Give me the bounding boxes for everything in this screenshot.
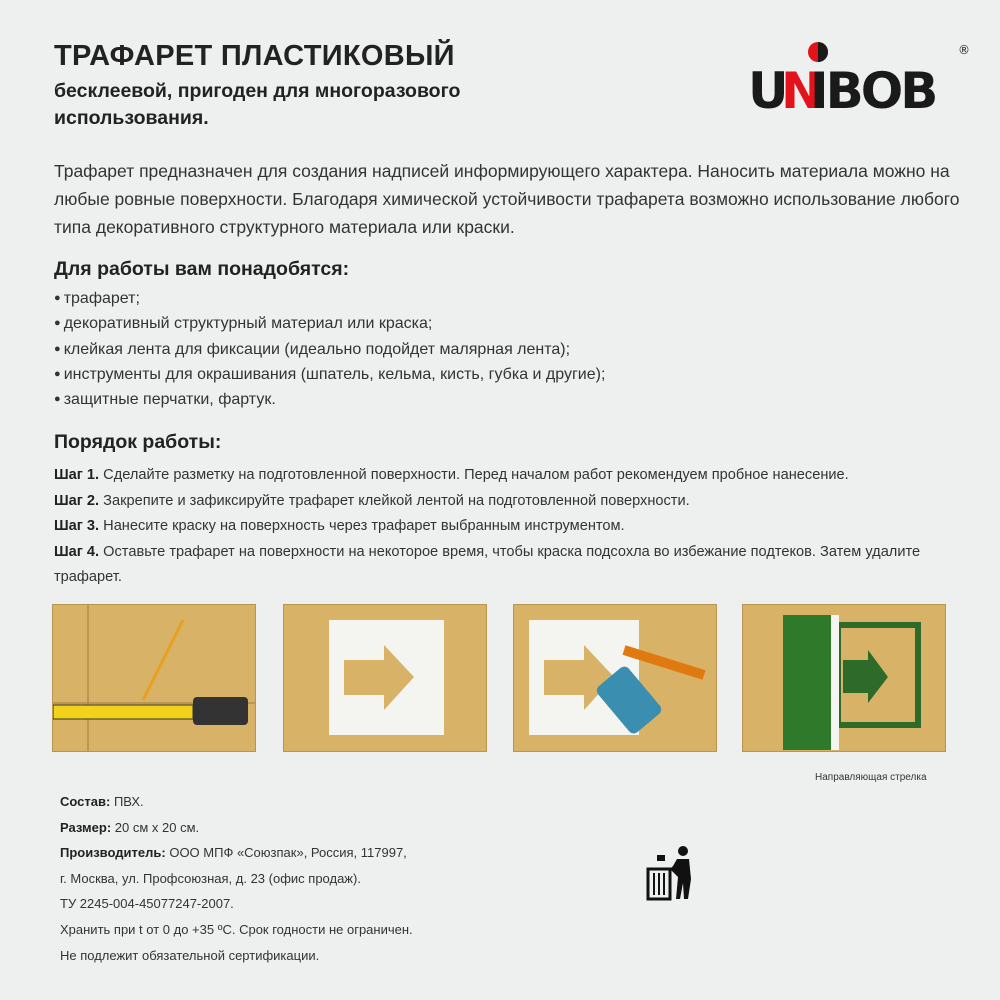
step-label: Шаг 2. <box>54 492 100 509</box>
step-label: Шаг 4. <box>54 543 100 560</box>
page-subtitle: бесклеевой, пригоден для многоразового использования. <box>54 80 461 129</box>
composition-line <box>60 789 413 815</box>
svg-text:N: N <box>781 62 820 115</box>
step-text: Сделайте разметку на подготовленной поверхности. Перед началом работ рекомендуем пробное нанесение. <box>103 467 849 483</box>
address-line: г. Москва, ул. Профсоюзная, д. 23 (офис продаж). <box>60 870 361 886</box>
standard-line: ТУ 2245-004-45077247-2007. <box>60 896 234 912</box>
step <box>54 540 954 591</box>
storage-line: Хранить при t от 0 до +35 ºC. Срок годности не ограничен. <box>60 921 413 937</box>
composition-value: ПВХ. <box>113 794 144 809</box>
page-title: ТРАФАРЕТ ПЛАСТИКОВЫЙ <box>54 40 455 72</box>
svg-text:IBOB: IBOB <box>810 62 936 115</box>
certification-line: Не подлежит обязательной сертификации. <box>60 947 320 963</box>
product-info <box>60 789 413 968</box>
needs-list <box>54 286 605 412</box>
maker-label: Производитель: <box>60 845 166 861</box>
step-text: Оставьте трафарет на поверхности на некоторое время, чтобы краска подсохла во избежание подтеков. Затем удалите трафарет. <box>54 543 921 586</box>
svg-text:®: ® <box>958 43 970 57</box>
step <box>54 489 954 515</box>
step-label: Шаг 1. <box>54 467 100 483</box>
procedure-heading: Порядок работы: <box>54 431 222 453</box>
list-item: ● клейкая лента для фиксации (идеально подойдет малярная лента); <box>54 337 605 362</box>
list-item: ● трафарет; <box>54 286 605 311</box>
step2-stencil-image <box>283 604 487 752</box>
step-text: Нанесите краску на поверхность через трафарет выбранным инструментом. <box>103 518 625 535</box>
step <box>54 463 954 489</box>
composition-label: Состав: <box>60 794 111 809</box>
maker-line <box>60 840 413 866</box>
step3-painting-image <box>513 604 717 752</box>
intro-text: Трафарет предназначен для создания надписей информирующего характера. Наносить материала можно на любые ровные поверхности. Благодаря химической устойчивости трафарета возможно использование любого типа декоративного структурного материала или краски. <box>54 161 960 237</box>
step4-removal-image <box>742 604 946 752</box>
size-line <box>60 815 413 841</box>
step-label: Шаг 3. <box>54 518 100 535</box>
size-value: 20 см х 20 см. <box>114 819 200 835</box>
list-item: ● декоративный структурный материал или краска; <box>54 311 605 336</box>
needs-heading: Для работы вам понадобятся: <box>54 258 350 280</box>
step1-marking-image <box>52 604 256 752</box>
image-caption: Направляющая стрелка <box>815 772 927 783</box>
size-label: Размер: <box>60 819 112 835</box>
step-text: Закрепите и зафиксируйте трафарет клейкой лентой на подготовленной поверхности. <box>103 492 690 509</box>
svg-text:U: U <box>748 62 786 115</box>
unibob-logo <box>748 40 973 120</box>
maker-value: ООО МПФ «Союзпак», Россия, 117997, <box>169 845 407 861</box>
list-item: ● защитные перчатки, фартук. <box>54 387 605 412</box>
trash-bin-icon <box>645 845 697 906</box>
step <box>54 514 954 540</box>
steps-list <box>54 463 954 591</box>
list-item: ● инструменты для окрашивания (шпатель, кельма, кисть, губка и другие); <box>54 362 605 387</box>
